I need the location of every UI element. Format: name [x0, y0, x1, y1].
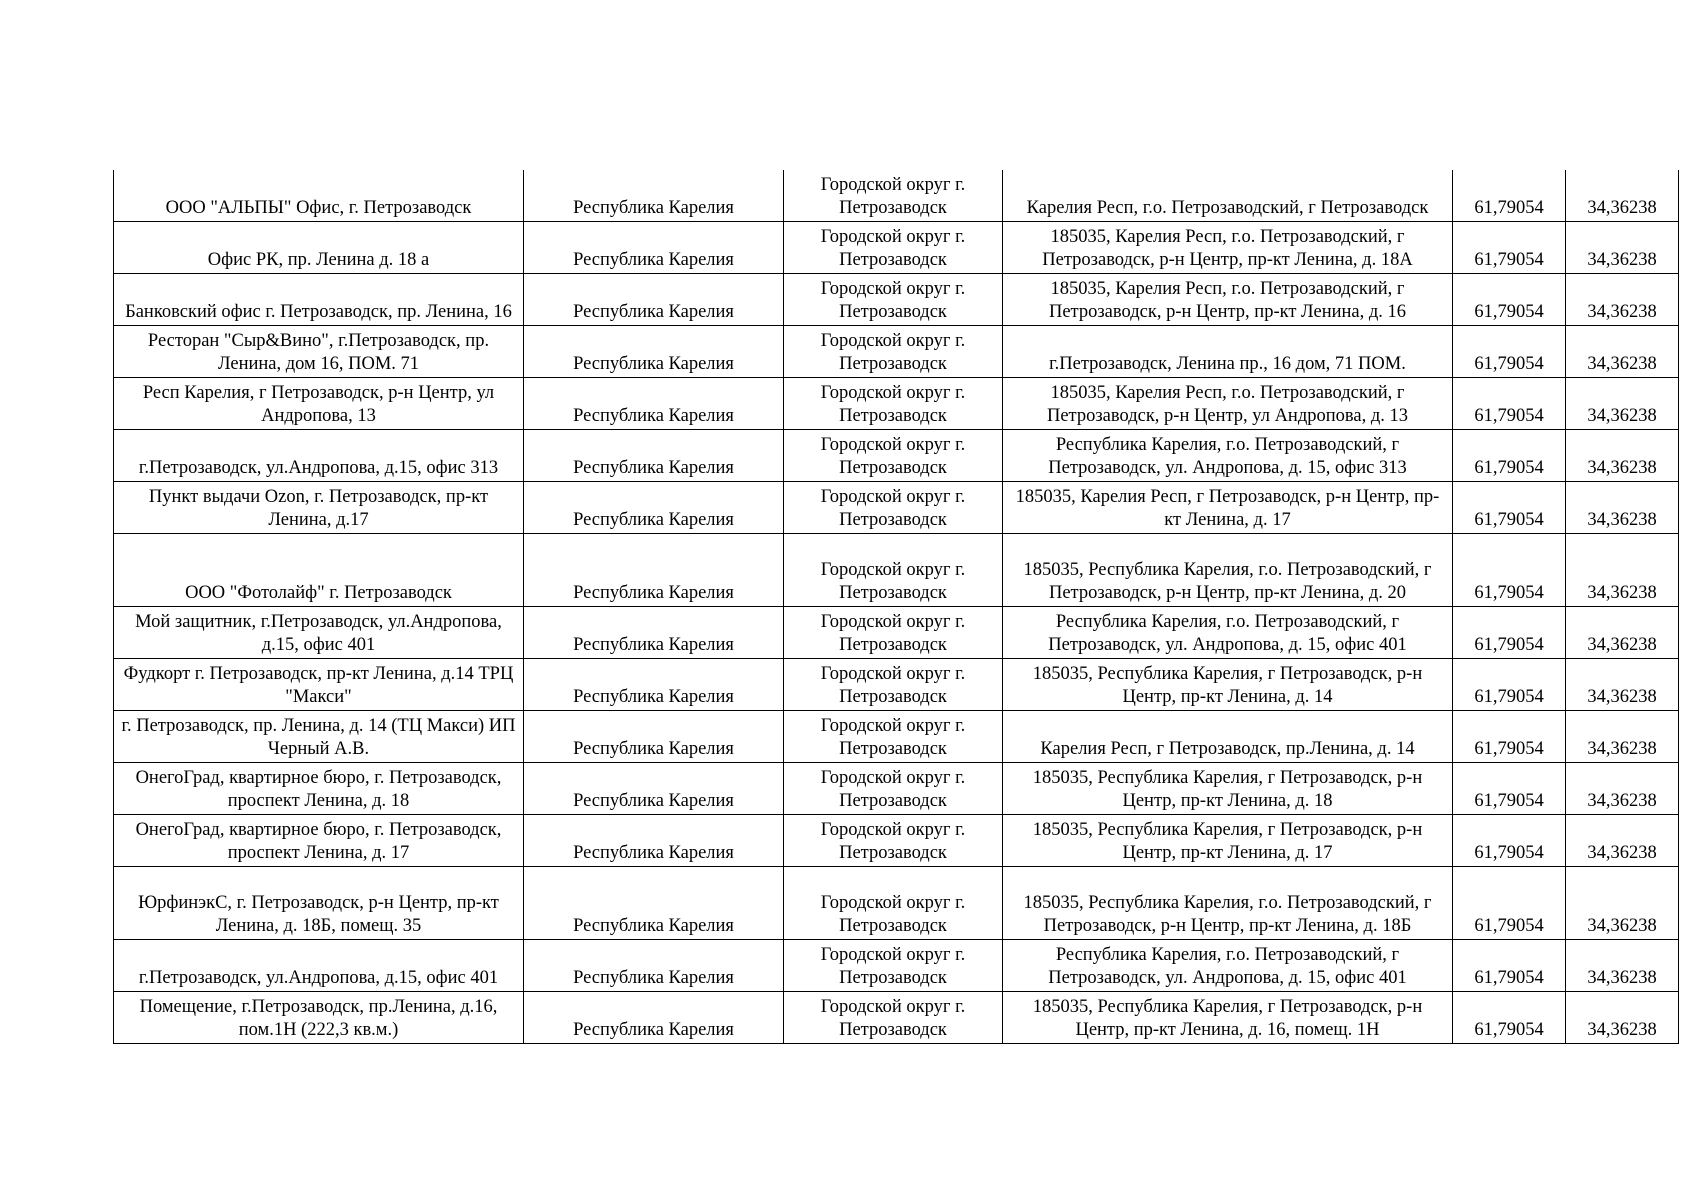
- region-cell: Республика Карелия: [524, 992, 784, 1044]
- region-cell: Республика Карелия: [524, 274, 784, 326]
- district-cell: Городской округ г. Петрозаводск: [784, 378, 1003, 430]
- locations-table-body: [114, 170, 1679, 1044]
- longitude-cell: 34,36238: [1566, 482, 1679, 534]
- district-cell: Городской округ г. Петрозаводск: [784, 534, 1003, 607]
- district-cell: Городской округ г. Петрозаводск: [784, 659, 1003, 711]
- address-cell: Республика Карелия, г.о. Петрозаводский, г Петрозаводск, ул. Андропова, д. 15, офис 313: [1003, 430, 1453, 482]
- district-cell: Городской округ г. Петрозаводск: [784, 815, 1003, 867]
- table-row: [114, 867, 1679, 940]
- table-row: [114, 763, 1679, 815]
- region-cell: Республика Карелия: [524, 222, 784, 274]
- district-cell: Городской округ г. Петрозаводск: [784, 430, 1003, 482]
- district-cell: Городской округ г. Петрозаводск: [784, 222, 1003, 274]
- address-cell: Республика Карелия, г.о. Петрозаводский, г Петрозаводск, ул. Андропова, д. 15, офис 401: [1003, 607, 1453, 659]
- latitude-cell: 61,79054: [1453, 274, 1566, 326]
- table-row: [114, 378, 1679, 430]
- district-cell: Городской округ г. Петрозаводск: [784, 867, 1003, 940]
- region-cell: Республика Карелия: [524, 326, 784, 378]
- latitude-cell: 61,79054: [1453, 711, 1566, 763]
- location-name-cell: Банковский офис г. Петрозаводск, пр. Ленина, 16: [114, 274, 524, 326]
- longitude-cell: 34,36238: [1566, 711, 1679, 763]
- longitude-cell: 34,36238: [1566, 940, 1679, 992]
- longitude-cell: 34,36238: [1566, 607, 1679, 659]
- region-cell: Республика Карелия: [524, 867, 784, 940]
- table-row: [114, 815, 1679, 867]
- longitude-cell: 34,36238: [1566, 274, 1679, 326]
- latitude-cell: 61,79054: [1453, 222, 1566, 274]
- address-cell: 185035, Карелия Респ, г.о. Петрозаводский, г Петрозаводск, р-н Центр, пр-кт Ленина, д. 18А: [1003, 222, 1453, 274]
- latitude-cell: 61,79054: [1453, 326, 1566, 378]
- district-cell: Городской округ г. Петрозаводск: [784, 711, 1003, 763]
- table-row: [114, 430, 1679, 482]
- table-row: [114, 222, 1679, 274]
- longitude-cell: 34,36238: [1566, 430, 1679, 482]
- location-name-cell: ООО "Фотолайф" г. Петрозаводск: [114, 534, 524, 607]
- document-page: [113, 170, 1679, 1044]
- district-cell: Городской округ г. Петрозаводск: [784, 940, 1003, 992]
- location-name-cell: г.Петрозаводск, ул.Андропова, д.15, офис 313: [114, 430, 524, 482]
- address-cell: Карелия Респ, г Петрозаводск, пр.Ленина, д. 14: [1003, 711, 1453, 763]
- table-row: [114, 274, 1679, 326]
- latitude-cell: 61,79054: [1453, 482, 1566, 534]
- longitude-cell: 34,36238: [1566, 763, 1679, 815]
- address-cell: 185035, Карелия Респ, г.о. Петрозаводский, г Петрозаводск, р-н Центр, пр-кт Ленина, д. 16: [1003, 274, 1453, 326]
- location-name-cell: г. Петрозаводск, пр. Ленина, д. 14 (ТЦ Макси) ИП Черный А.В.: [114, 711, 524, 763]
- address-cell: 185035, Республика Карелия, г Петрозаводск, р-н Центр, пр-кт Ленина, д. 18: [1003, 763, 1453, 815]
- region-cell: Республика Карелия: [524, 430, 784, 482]
- address-cell: 185035, Республика Карелия, г.о. Петрозаводский, г Петрозаводск, р-н Центр, пр-кт Ленина, д. 18Б: [1003, 867, 1453, 940]
- latitude-cell: 61,79054: [1453, 940, 1566, 992]
- district-cell: Городской округ г. Петрозаводск: [784, 170, 1003, 222]
- region-cell: Республика Карелия: [524, 534, 784, 607]
- latitude-cell: 61,79054: [1453, 763, 1566, 815]
- location-name-cell: Мой защитник, г.Петрозаводск, ул.Андропова, д.15, офис 401: [114, 607, 524, 659]
- latitude-cell: 61,79054: [1453, 992, 1566, 1044]
- region-cell: Республика Карелия: [524, 940, 784, 992]
- location-name-cell: ЮрфинэкС, г. Петрозаводск, р-н Центр, пр-кт Ленина, д. 18Б, помещ. 35: [114, 867, 524, 940]
- longitude-cell: 34,36238: [1566, 992, 1679, 1044]
- table-row: [114, 659, 1679, 711]
- region-cell: Республика Карелия: [524, 711, 784, 763]
- region-cell: Республика Карелия: [524, 378, 784, 430]
- region-cell: Республика Карелия: [524, 659, 784, 711]
- latitude-cell: 61,79054: [1453, 815, 1566, 867]
- district-cell: Городской округ г. Петрозаводск: [784, 992, 1003, 1044]
- address-cell: 185035, Республика Карелия, г Петрозаводск, р-н Центр, пр-кт Ленина, д. 17: [1003, 815, 1453, 867]
- location-name-cell: Фудкорт г. Петрозаводск, пр-кт Ленина, д.14 ТРЦ "Макси": [114, 659, 524, 711]
- longitude-cell: 34,36238: [1566, 378, 1679, 430]
- district-cell: Городской округ г. Петрозаводск: [784, 274, 1003, 326]
- address-cell: Республика Карелия, г.о. Петрозаводский, г Петрозаводск, ул. Андропова, д. 15, офис 401: [1003, 940, 1453, 992]
- region-cell: Республика Карелия: [524, 815, 784, 867]
- address-cell: г.Петрозаводск, Ленина пр., 16 дом, 71 ПОМ.: [1003, 326, 1453, 378]
- latitude-cell: 61,79054: [1453, 659, 1566, 711]
- latitude-cell: 61,79054: [1453, 170, 1566, 222]
- latitude-cell: 61,79054: [1453, 534, 1566, 607]
- latitude-cell: 61,79054: [1453, 378, 1566, 430]
- address-cell: Карелия Респ, г.о. Петрозаводский, г Петрозаводск: [1003, 170, 1453, 222]
- region-cell: Республика Карелия: [524, 763, 784, 815]
- longitude-cell: 34,36238: [1566, 659, 1679, 711]
- address-cell: 185035, Карелия Респ, г Петрозаводск, р-н Центр, пр-кт Ленина, д. 17: [1003, 482, 1453, 534]
- latitude-cell: 61,79054: [1453, 867, 1566, 940]
- location-name-cell: Пункт выдачи Ozon, г. Петрозаводск, пр-кт Ленина, д.17: [114, 482, 524, 534]
- location-name-cell: Офис РК, пр. Ленина д. 18 а: [114, 222, 524, 274]
- location-name-cell: ООО "АЛЬПЫ" Офис, г. Петрозаводск: [114, 170, 524, 222]
- region-cell: Республика Карелия: [524, 482, 784, 534]
- district-cell: Городской округ г. Петрозаводск: [784, 607, 1003, 659]
- location-name-cell: г.Петрозаводск, ул.Андропова, д.15, офис 401: [114, 940, 524, 992]
- table-row: [114, 711, 1679, 763]
- region-cell: Республика Карелия: [524, 607, 784, 659]
- district-cell: Городской округ г. Петрозаводск: [784, 326, 1003, 378]
- longitude-cell: 34,36238: [1566, 867, 1679, 940]
- address-cell: 185035, Республика Карелия, г Петрозаводск, р-н Центр, пр-кт Ленина, д. 14: [1003, 659, 1453, 711]
- locations-table: [113, 170, 1679, 1044]
- latitude-cell: 61,79054: [1453, 430, 1566, 482]
- address-cell: 185035, Карелия Респ, г.о. Петрозаводский, г Петрозаводск, р-н Центр, ул Андропова, д. 13: [1003, 378, 1453, 430]
- table-row: [114, 992, 1679, 1044]
- address-cell: 185035, Республика Карелия, г Петрозаводск, р-н Центр, пр-кт Ленина, д. 16, помещ. 1Н: [1003, 992, 1453, 1044]
- district-cell: Городской округ г. Петрозаводск: [784, 763, 1003, 815]
- location-name-cell: Респ Карелия, г Петрозаводск, р-н Центр, ул Андропова, 13: [114, 378, 524, 430]
- table-row: [114, 534, 1679, 607]
- table-row: [114, 170, 1679, 222]
- table-row: [114, 940, 1679, 992]
- longitude-cell: 34,36238: [1566, 170, 1679, 222]
- table-row: [114, 326, 1679, 378]
- longitude-cell: 34,36238: [1566, 222, 1679, 274]
- address-cell: 185035, Республика Карелия, г.о. Петрозаводский, г Петрозаводск, р-н Центр, пр-кт Ленина, д. 20: [1003, 534, 1453, 607]
- district-cell: Городской округ г. Петрозаводск: [784, 482, 1003, 534]
- latitude-cell: 61,79054: [1453, 607, 1566, 659]
- location-name-cell: Ресторан "Сыр&Вино", г.Петрозаводск, пр. Ленина, дом 16, ПОМ. 71: [114, 326, 524, 378]
- longitude-cell: 34,36238: [1566, 815, 1679, 867]
- location-name-cell: ОнегоГрад, квартирное бюро, г. Петрозаводск, проспект Ленина, д. 18: [114, 763, 524, 815]
- region-cell: Республика Карелия: [524, 170, 784, 222]
- longitude-cell: 34,36238: [1566, 326, 1679, 378]
- location-name-cell: Помещение, г.Петрозаводск, пр.Ленина, д.16, пом.1Н (222,3 кв.м.): [114, 992, 524, 1044]
- location-name-cell: ОнегоГрад, квартирное бюро, г. Петрозаводск, проспект Ленина, д. 17: [114, 815, 524, 867]
- longitude-cell: 34,36238: [1566, 534, 1679, 607]
- table-row: [114, 607, 1679, 659]
- table-row: [114, 482, 1679, 534]
